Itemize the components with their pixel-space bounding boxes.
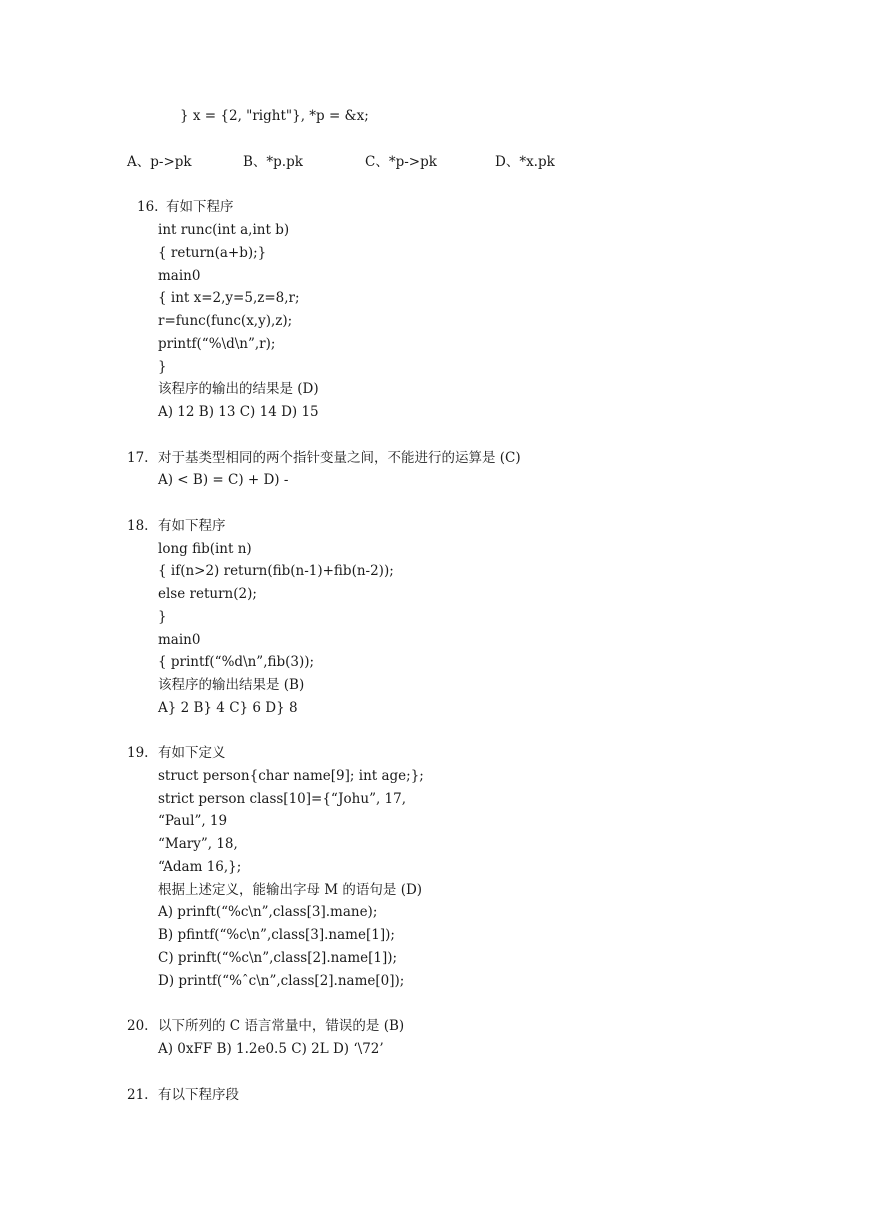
- question-title: 以下所列的 C 语言常量中，错误的是 (B): [158, 1018, 405, 1034]
- question-number: 19.: [127, 745, 149, 761]
- code-line: main0: [158, 632, 201, 648]
- question-number: 17.: [127, 450, 149, 466]
- question-title: 对于基类型相同的两个指针变量之间，不能进行的运算是 (C): [158, 450, 521, 466]
- question-number: 20.: [127, 1018, 149, 1034]
- code-line: { if(n>2) return(fib(n-1)+fib(n-2));: [158, 563, 394, 579]
- code-line: “Paul”, 19: [158, 813, 228, 829]
- option-c: C、*p->pk: [365, 154, 437, 170]
- question-number: 18.: [127, 518, 149, 534]
- code-line: int runc(int a,int b): [158, 222, 290, 238]
- code-line: }: [158, 609, 167, 625]
- question-number: 16.: [137, 199, 159, 215]
- answer-option: C) prinft(“%c\n”,class[2].name[1]);: [158, 950, 398, 966]
- code-line: }: [158, 359, 167, 375]
- question-title: 有如下定义: [158, 745, 226, 761]
- question-title: 有如下程序: [166, 199, 234, 215]
- code-line: long fib(int n): [158, 541, 252, 557]
- question-title: 有如下程序: [158, 518, 226, 534]
- code-line: main0: [158, 268, 201, 284]
- option-d: D、*x.pk: [495, 154, 555, 170]
- question-number: 21.: [127, 1087, 149, 1103]
- answer-option: A) prinft(“%c\n”,class[3].mane);: [158, 904, 378, 920]
- code-line: { int x=2,y=5,z=8,r;: [158, 290, 300, 306]
- question-prompt: 该程序的输出的结果是 (D): [158, 381, 319, 397]
- answer-choices: A) 12 B) 13 C) 14 D) 15: [158, 404, 319, 420]
- code-line: “Mary”, 18,: [158, 836, 238, 852]
- question-prompt: 根据上述定义，能输出字母 M 的语句是 (D): [158, 882, 423, 898]
- answer-choices: A} 2 B} 4 C} 6 D} 8: [158, 700, 298, 716]
- answer-option: B) pfintf(“%c\n”,class[3].name[1]);: [158, 927, 395, 943]
- code-line: { printf(“%d\n”,fib(3));: [158, 654, 315, 670]
- answer-option: D) printf(“%ˆc\n”,class[2].name[0]);: [158, 973, 405, 989]
- code-line: printf(“%\d\n”,r);: [158, 336, 276, 352]
- code-line: strict person class[10]={“Johu”, 17,: [158, 791, 407, 807]
- option-b: B、*p.pk: [243, 154, 303, 170]
- question-prompt: 该程序的输出结果是 (B): [158, 677, 305, 693]
- option-a: A、p->pk: [127, 154, 192, 170]
- code-line: r=func(func(x,y),z);: [158, 313, 293, 329]
- code-line: else return(2);: [158, 586, 257, 602]
- code-line: struct person{char name[9]; int age;};: [158, 768, 424, 784]
- code-line: } x = {2, "right"}, *p = &x;: [180, 108, 369, 124]
- answer-choices: A) 0xFF B) 1.2e0.5 C) 2L D) ‘\72’: [158, 1041, 384, 1057]
- code-line: { return(a+b);}: [158, 245, 267, 261]
- code-line: “Adam 16,};: [158, 859, 242, 875]
- answer-choices: A) < B) = C) + D) -: [158, 472, 289, 488]
- question-title: 有以下程序段: [158, 1087, 239, 1103]
